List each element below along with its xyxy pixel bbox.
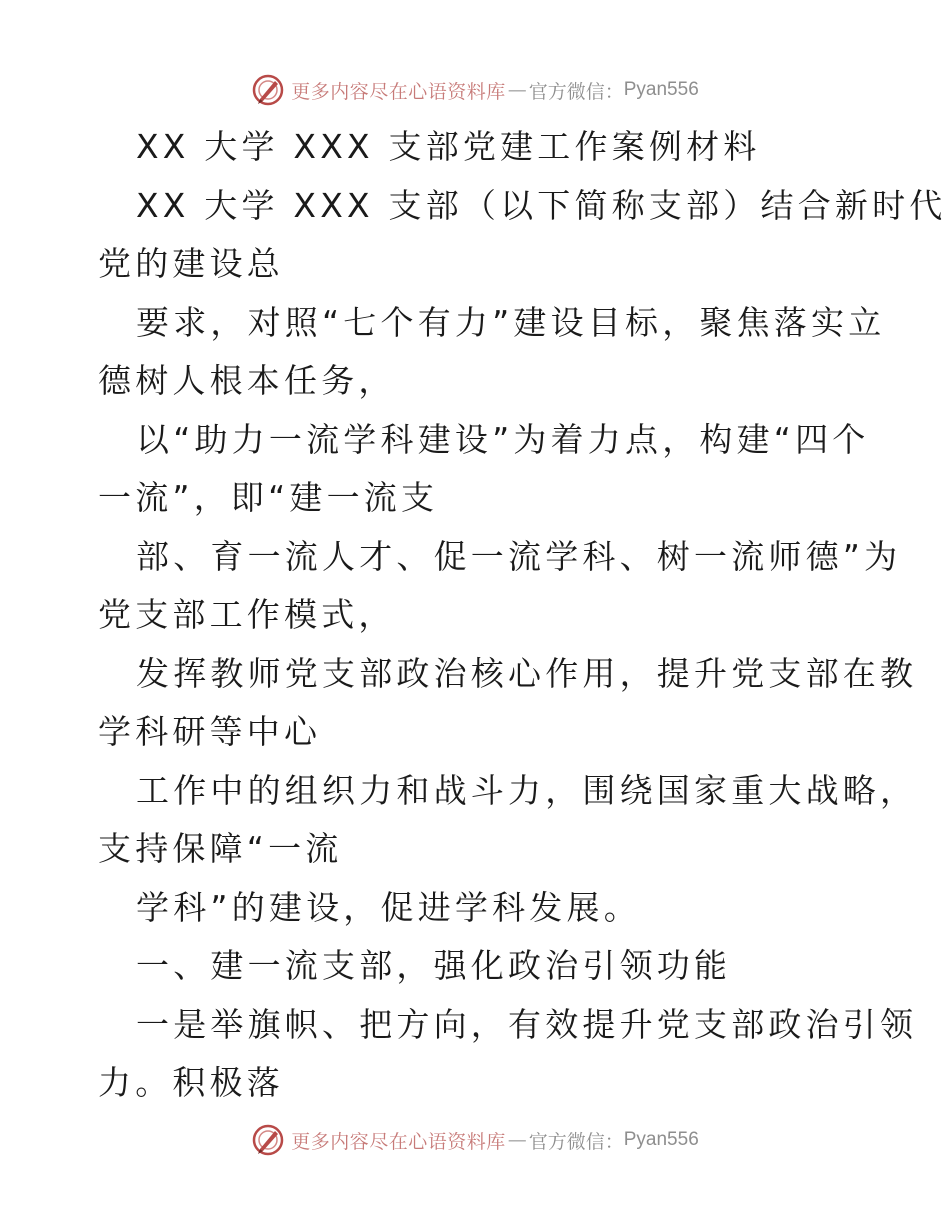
document-line: 部、育一流人才、促一流学科、树一流师德”为 xyxy=(136,536,902,576)
banner-text: 更多内容尽在心语资料库 xyxy=(291,80,506,103)
document-line: XX 大学 XXX 支部（以下简称支部）结合新时代 xyxy=(136,185,947,225)
banner-dash: — xyxy=(507,1129,527,1151)
document-line: 党支部工作模式， xyxy=(98,595,396,634)
document-line: 党的建设总 xyxy=(98,244,284,283)
document-line: 力。积极落 xyxy=(98,1063,284,1102)
pen-logo-icon xyxy=(251,73,285,107)
document-body xyxy=(98,118,947,1113)
document-line: 支持保障“一流 xyxy=(98,829,343,868)
document-line: 一是举旗帜、把方向，有效提升党支部政治引领 xyxy=(136,1004,918,1044)
document-line: 一、建一流支部，强化政治引领功能 xyxy=(136,946,732,985)
header-watermark-banner xyxy=(0,70,950,110)
document-line: 一流”，即“建一流支 xyxy=(98,478,439,517)
document-line: 发挥教师党支部政治核心作用，提升党支部在教 xyxy=(136,653,918,693)
document-line: XX 大学 XXX 支部党建工作案例材料 xyxy=(136,127,761,166)
document-line: 要求，对照“七个有力”建设目标，聚焦落实立 xyxy=(136,302,886,342)
document-line: 学科”的建设，促进学科发展。 xyxy=(136,887,641,927)
document-line: 学科研等中心 xyxy=(98,712,322,751)
banner-dash: — xyxy=(507,79,527,101)
document-line: 以“助力一流学科建设”为着力点，构建“四个 xyxy=(136,419,870,459)
banner-wechat-id: Pyan556 xyxy=(623,1129,699,1150)
footer-watermark-banner xyxy=(0,1120,950,1160)
banner-wechat-label: 官方微信： xyxy=(528,80,624,103)
document-line: 工作中的组织力和战斗力，围绕国家重大战略， xyxy=(136,770,918,810)
pen-logo-icon xyxy=(251,1123,285,1157)
banner-text: 更多内容尽在心语资料库 xyxy=(291,1130,506,1153)
document-line: 德树人根本任务， xyxy=(98,361,396,400)
banner-wechat-id: Pyan556 xyxy=(623,79,699,100)
banner-wechat-label: 官方微信： xyxy=(528,1130,624,1153)
